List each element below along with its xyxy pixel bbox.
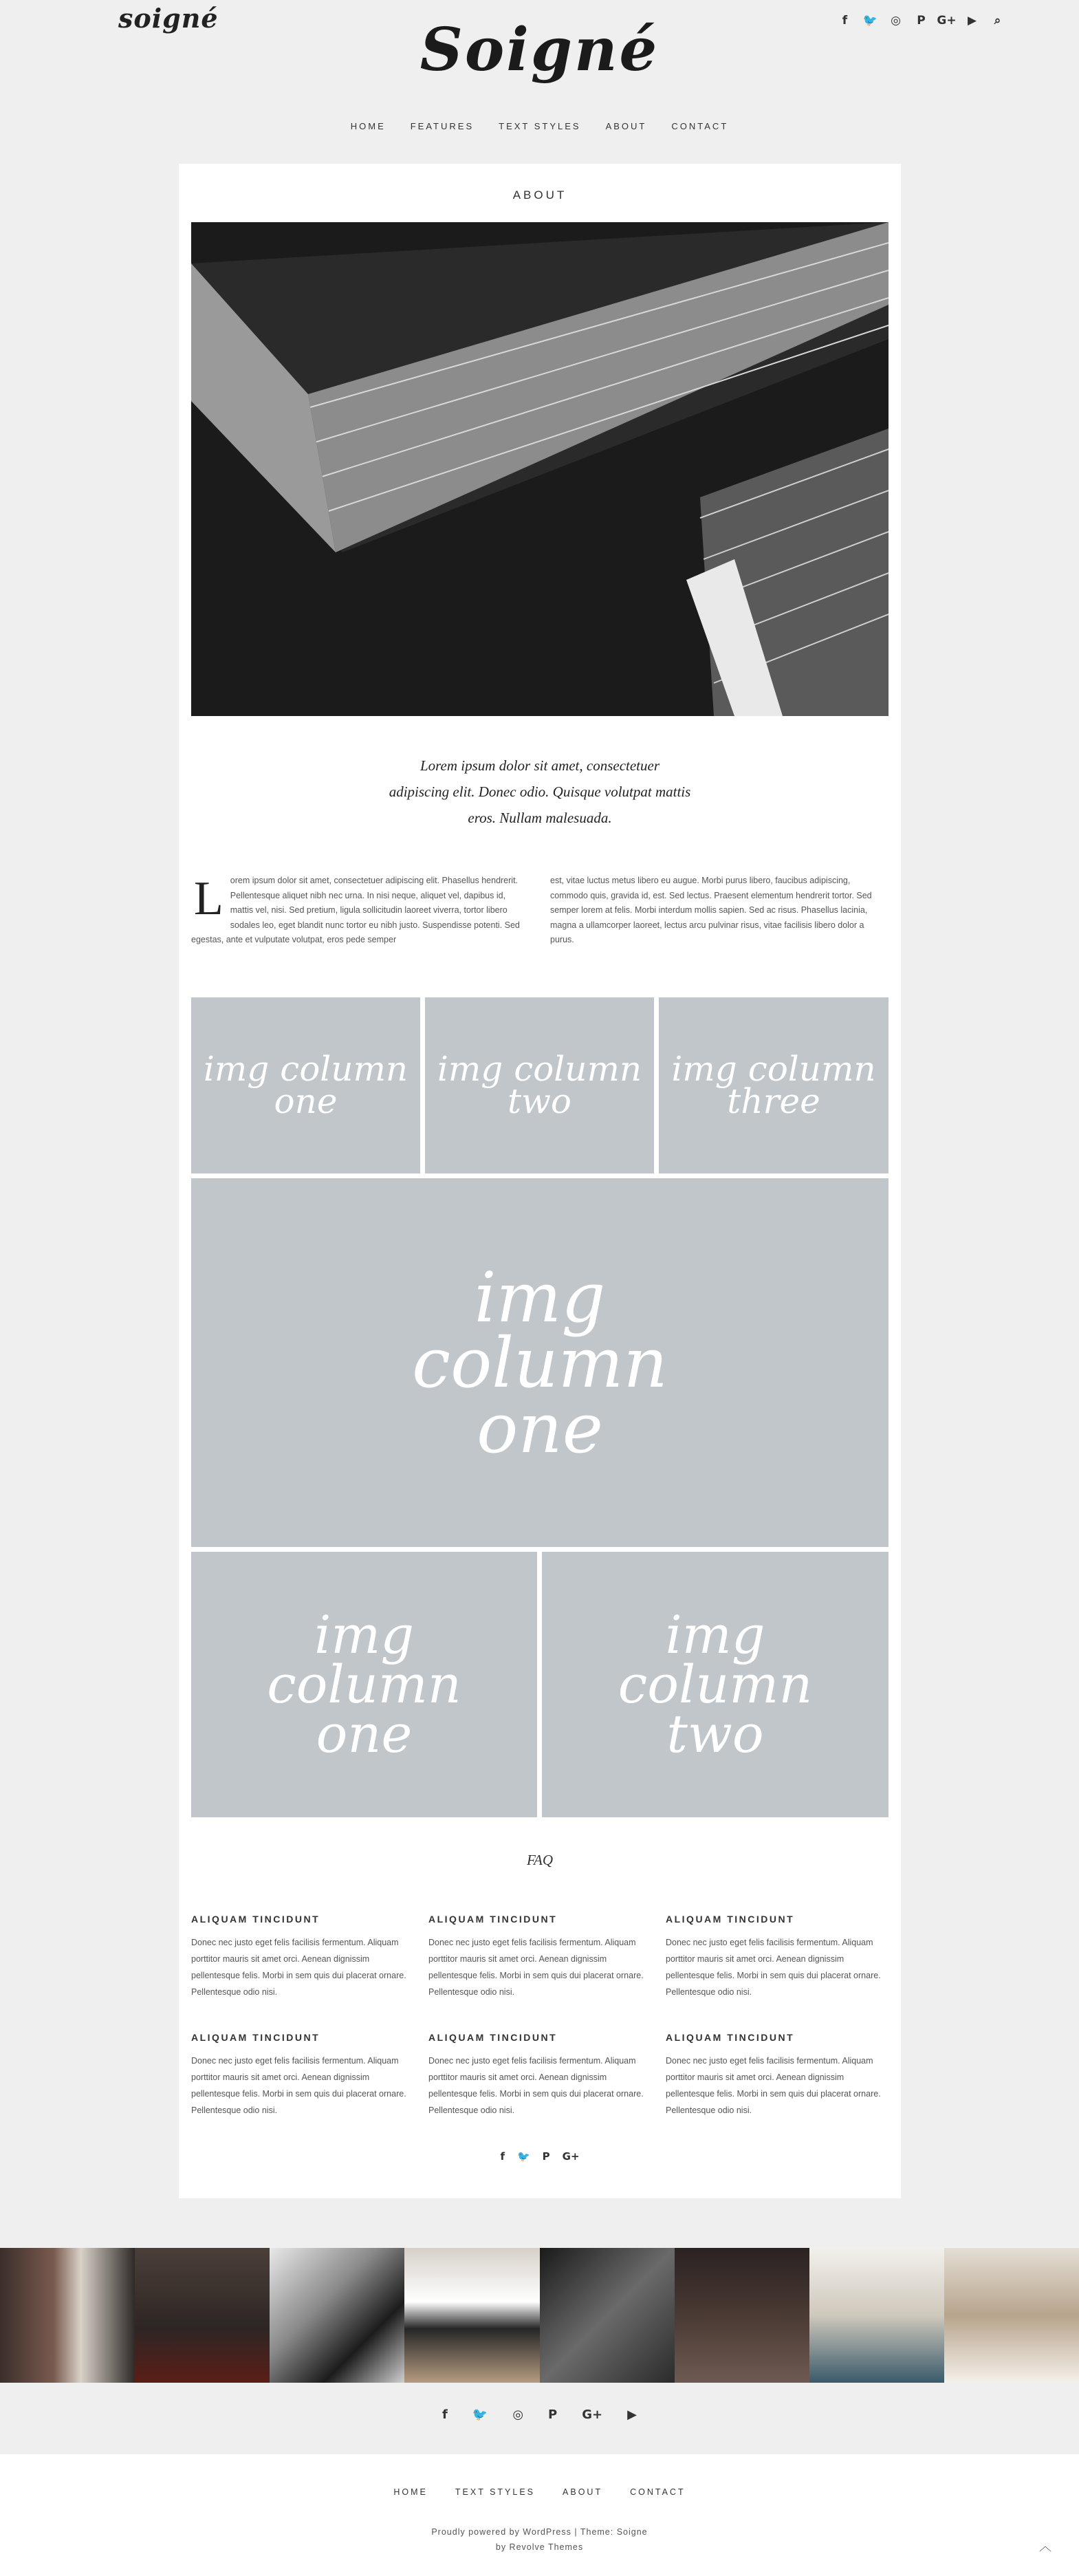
small-logo[interactable]: soigné <box>118 3 219 34</box>
building-photo <box>191 222 889 716</box>
faq-title: FAQ <box>526 1852 554 1868</box>
pinterest-icon[interactable]: P <box>917 14 926 28</box>
footer-nav-text-styles[interactable]: TEXT STYLES <box>455 2487 536 2497</box>
footer-credit <box>0 2524 1079 2555</box>
faq-heading: ALIQUAM TINCIDUNT <box>428 1914 558 1925</box>
twitter-icon[interactable]: 🐦 <box>472 2407 488 2422</box>
faq-item <box>428 1914 649 2000</box>
faq-item <box>666 2032 886 2119</box>
tile-row3-one: img column one <box>191 1552 537 1817</box>
faq-item <box>191 2032 411 2119</box>
faq-heading: ALIQUAM TINCIDUNT <box>191 1914 320 1925</box>
google-plus-icon[interactable]: G+ <box>562 2150 580 2163</box>
pinterest-icon[interactable]: P <box>548 2407 558 2422</box>
nav-home[interactable]: HOME <box>350 121 386 131</box>
faq-heading: ALIQUAM TINCIDUNT <box>666 2032 795 2043</box>
credit-line[interactable]: Proudly powered by WordPress | Theme: Soigne <box>431 2527 648 2537</box>
nav-about[interactable]: ABOUT <box>605 121 647 131</box>
search-icon[interactable]: ⌕ <box>994 14 1001 28</box>
facebook-icon[interactable]: f <box>500 2150 505 2163</box>
faq-item <box>428 2032 649 2119</box>
footer-nav-home[interactable]: HOME <box>393 2487 428 2497</box>
twitter-icon[interactable]: 🐦 <box>862 14 878 28</box>
twitter-icon[interactable]: 🐦 <box>516 2150 530 2163</box>
footer-nav <box>0 2487 1079 2497</box>
pull-quote: Lorem ipsum dolor sit amet, consectetuer adipiscing elit. Donec odio. Quisque volutpat mattis eros. Nullam malesuada. <box>389 757 691 826</box>
instagram-photo[interactable] <box>135 2248 270 2383</box>
tile-row1-one: img column one <box>191 997 420 1173</box>
faq-item <box>666 1914 886 2000</box>
footer-nav-contact[interactable]: CONTACT <box>630 2487 686 2497</box>
nav-text-styles[interactable]: TEXT STYLES <box>499 121 581 131</box>
body-column-left <box>191 874 530 948</box>
share-icons <box>179 2150 901 2163</box>
faq-item <box>191 1914 411 2000</box>
faq-text: Donec nec justo eget felis facilisis fermentum. Aliquam porttitor mauris sit amet orci. Aenean dignissim pellentesque felis. Morbi in sem quis dui placerat ornare. Pellentesque odio nisi. <box>428 1938 644 1997</box>
credit-line[interactable]: by Revolve Themes <box>495 2542 584 2552</box>
pinterest-icon[interactable]: P <box>542 2150 550 2163</box>
instagram-photo[interactable] <box>270 2248 404 2383</box>
drop-cap: L <box>194 872 224 925</box>
facebook-icon[interactable]: f <box>442 2407 448 2422</box>
instagram-photo[interactable] <box>809 2248 944 2383</box>
site-logo[interactable]: Soigné <box>419 15 660 85</box>
tile-row2-one: img column one <box>191 1178 889 1547</box>
content-card <box>179 164 901 2198</box>
nav-contact[interactable]: CONTACT <box>671 121 729 131</box>
youtube-icon[interactable]: ▶ <box>627 2407 637 2422</box>
footer-nav-about[interactable]: ABOUT <box>563 2487 603 2497</box>
instagram-photo[interactable] <box>540 2248 675 2383</box>
page-title: ABOUT <box>512 188 567 202</box>
faq-text: Donec nec justo eget felis facilisis fermentum. Aliquam porttitor mauris sit amet orci. Aenean dignissim pellentesque felis. Morbi in sem quis dui placerat ornare. Pellentesque odio nisi. <box>191 2056 406 2115</box>
faq-text: Donec nec justo eget felis facilisis fermentum. Aliquam porttitor mauris sit amet orci. Aenean dignissim pellentesque felis. Morbi in sem quis dui placerat ornare. Pellentesque odio nisi. <box>666 2056 881 2115</box>
google-plus-icon[interactable]: G+ <box>937 14 957 28</box>
body-column-right: est, vitae luctus metus libero eu augue. Morbi purus libero, faucibus adipiscing, commodo quis, gravida id, est. Sed lectus. Praesent elementum hendrerit tortor. Sed semper lorem at felis. Morbi interdum mollis sapien. Sed ac risus. Phasellus lacinia, magna a ullamcorper laoreet, lectus arcu pulvinar risus, vitae facilisis libero dolor a purus. <box>550 876 872 944</box>
tile-row1-two: img column two <box>425 997 654 1173</box>
instagram-photo[interactable] <box>675 2248 809 2383</box>
instagram-photo[interactable] <box>0 2248 135 2383</box>
facebook-icon[interactable]: f <box>842 14 848 28</box>
footer <box>0 2454 1079 2576</box>
faq-heading: ALIQUAM TINCIDUNT <box>428 2032 558 2043</box>
main-nav <box>0 121 1079 131</box>
faq-text: Donec nec justo eget felis facilisis fermentum. Aliquam porttitor mauris sit amet orci. Aenean dignissim pellentesque felis. Morbi in sem quis dui placerat ornare. Pellentesque odio nisi. <box>428 2056 644 2115</box>
instagram-icon[interactable]: ◎ <box>891 14 901 28</box>
instagram-photo[interactable] <box>404 2248 539 2383</box>
faq-text: Donec nec justo eget felis facilisis fermentum. Aliquam porttitor mauris sit amet orci. Aenean dignissim pellentesque felis. Morbi in sem quis dui placerat ornare. Pellentesque odio nisi. <box>666 1938 881 1997</box>
tile-row3-two: img column two <box>542 1552 889 1817</box>
faq-heading: ALIQUAM TINCIDUNT <box>191 2032 320 2043</box>
google-plus-icon[interactable]: G+ <box>582 2407 603 2422</box>
footer-social-icons <box>0 2407 1079 2422</box>
instagram-photo[interactable] <box>944 2248 1079 2383</box>
youtube-icon[interactable]: ▶ <box>967 14 977 28</box>
instagram-icon[interactable]: ◎ <box>512 2407 524 2422</box>
tile-row1-three: img column three <box>659 997 889 1173</box>
scroll-to-top-icon[interactable]: ︿ <box>1039 2540 1051 2553</box>
instagram-feed <box>0 2248 1079 2383</box>
faq-heading: ALIQUAM TINCIDUNT <box>666 1914 795 1925</box>
body-text <box>191 874 889 948</box>
header-social-icons <box>832 11 1010 30</box>
faq-text: Donec nec justo eget felis facilisis fermentum. Aliquam porttitor mauris sit amet orci. Aenean dignissim pellentesque felis. Morbi in sem quis dui placerat ornare. Pellentesque odio nisi. <box>191 1938 406 1997</box>
body-text-1: orem ipsum dolor sit amet, consectetuer adipiscing elit. Phasellus hendrerit. Pellentesque aliquet nibh nec urna. In nisi neque, aliquet vel, dapibus id, mattis vel, nisi. Sed pretium, ligula sollicitudin laoreet viverra, tortor libero sodales leo, eget blandit nunc tortor eu nibh justo. Suspendisse potenti. Sed egestas, ante et vulputate volutpat, eros pede semper <box>191 876 520 944</box>
hero-image <box>191 222 889 716</box>
nav-features[interactable]: FEATURES <box>410 121 475 131</box>
